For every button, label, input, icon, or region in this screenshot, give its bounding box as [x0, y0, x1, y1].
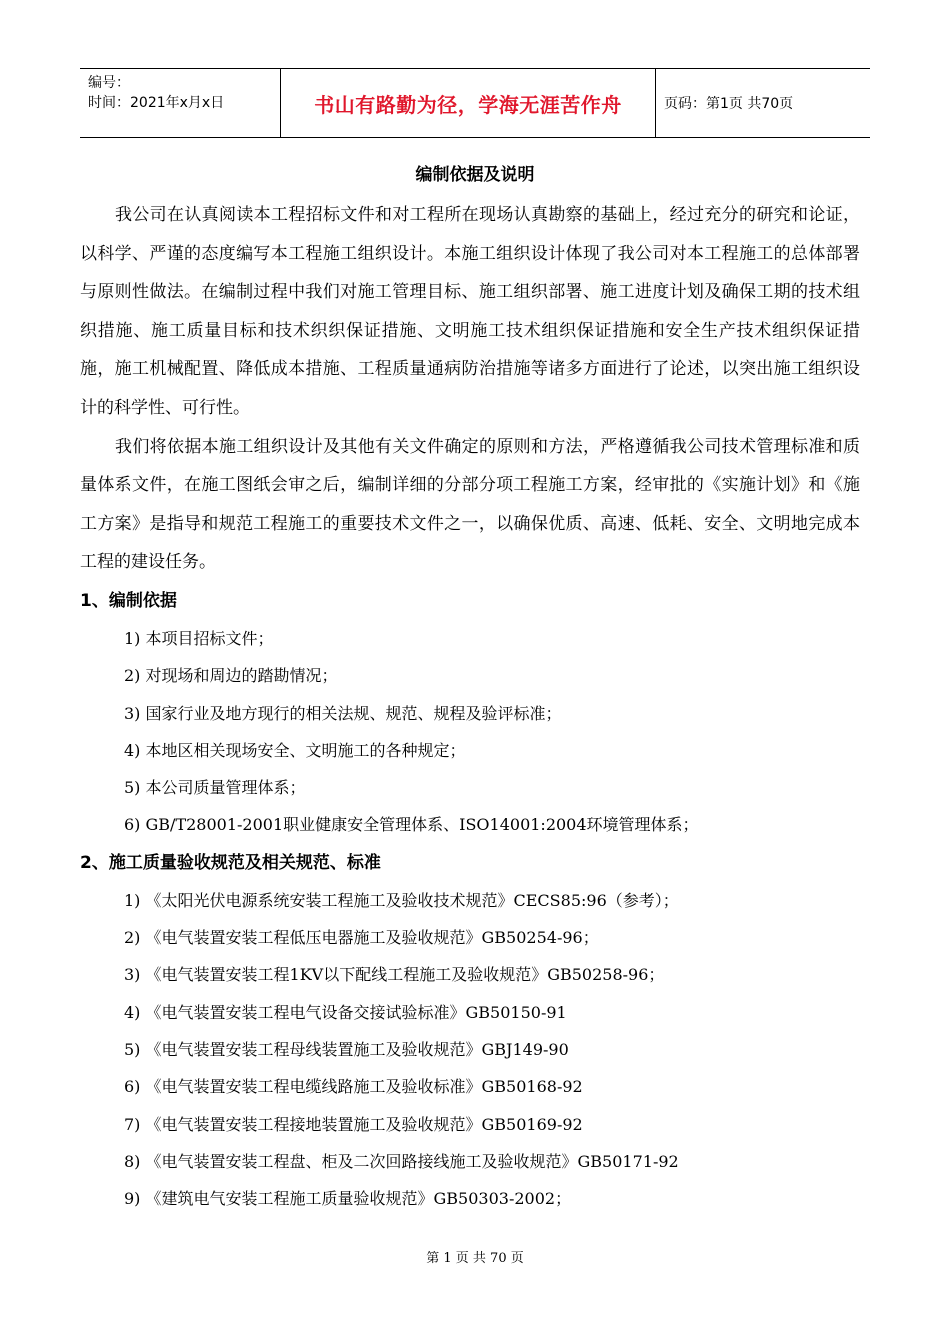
header-page-info: 页码：第1页 共70页 [664, 96, 794, 112]
list-item: 4) 本地区相关现场安全、文明施工的各种规定； [124, 740, 466, 760]
list-item: 8) 《电气装置安装工程盘、柜及二次回路接线施工及验收规范》GB50171-92 [124, 1151, 679, 1171]
list-item: 5) 《电气装置安装工程母线装置施工及验收规范》GBJ149-90 [124, 1039, 569, 1059]
list-item: 2) 《电气装置安装工程低压电器施工及验收规范》GB50254-96； [124, 928, 599, 948]
list-item: 1) 本项目招标文件； [124, 628, 274, 648]
list-item: 3) 国家行业及地方现行的相关法规、规范、规程及验评标准； [124, 703, 562, 723]
header-motto-cell [280, 69, 656, 137]
list-item: 7) 《电气装置安装工程接地装置施工及验收规范》GB50169-92 [124, 1114, 583, 1134]
document-number-label: 编号： [88, 75, 130, 91]
list-item: 6) 《电气装置安装工程电缆线路施工及验收标准》GB50168-92 [124, 1077, 583, 1097]
section-heading: 2、施工质量验收规范及相关规范、标准 [80, 852, 381, 873]
document-title: 编制依据及说明 [415, 165, 535, 185]
header-meta [80, 69, 280, 137]
header-motto: 书山有路勤为径，学海无涯苦作舟 [314, 92, 622, 117]
list-item: 2) 对现场和周边的踏勘情况； [124, 666, 338, 686]
list-item: 3) 《电气装置安装工程1KV以下配线工程施工及验收规范》GB50258-96； [124, 965, 665, 985]
section-heading: 1、编制依据 [80, 590, 177, 611]
page-header [80, 68, 870, 138]
page-footer: 第 1 页 共 70 页 [426, 1251, 524, 1266]
list-item: 6) GB/T28001-2001职业健康安全管理体系、ISO14001:2004环境管理体系； [124, 815, 699, 835]
document-date: 时间：2021年x月x日 [88, 95, 225, 111]
list-item: 4) 《电气装置安装工程电气设备交接试验标准》GB50150-91 [124, 1002, 567, 1022]
intro-paragraph: 我们将依据本施工组织设计及其他有关文件确定的原则和方法，严格遵循我公司技术管理标准和质量体系文件，在施工图纸会审之后，编制详细的分部分项工程施工方案，经审批的《实施计划》和《施工方案》是指导和规范工程施工的重要技术文件之一，以确保优质、高速、低耗、安全、文明地完成本工程的建设任务。 [80, 436, 860, 573]
list-item: 5) 本公司质量管理体系； [124, 778, 306, 798]
list-item: 9) 《建筑电气安装工程施工质量验收规范》GB50303-2002； [124, 1189, 572, 1209]
list-item: 1) 《太阳光伏电源系统安装工程施工及验收技术规范》CECS85:96（参考）； [124, 890, 679, 910]
intro-paragraph: 我公司在认真阅读本工程招标文件和对工程所在现场认真勘察的基础上，经过充分的研究和论证，以科学、严谨的态度编写本工程施工组织设计。本施工组织设计体现了我公司对本工程施工的总体部署与原则性做法。在编制过程中我们对施工管理目标、施工组织部署、施工进度计划及确保工期的技术组织措施、施工质量目标和技术织织保证措施、文明施工技术组织保证措施和安全生产技术组织保证措施，施工机械配置、降低成本措施、工程质量通病防治措施等诸多方面进行了论述，以突出施工组织设计的科学性、可行性。 [80, 205, 860, 418]
header-page-info-cell [656, 69, 870, 137]
document-body [80, 196, 860, 1217]
